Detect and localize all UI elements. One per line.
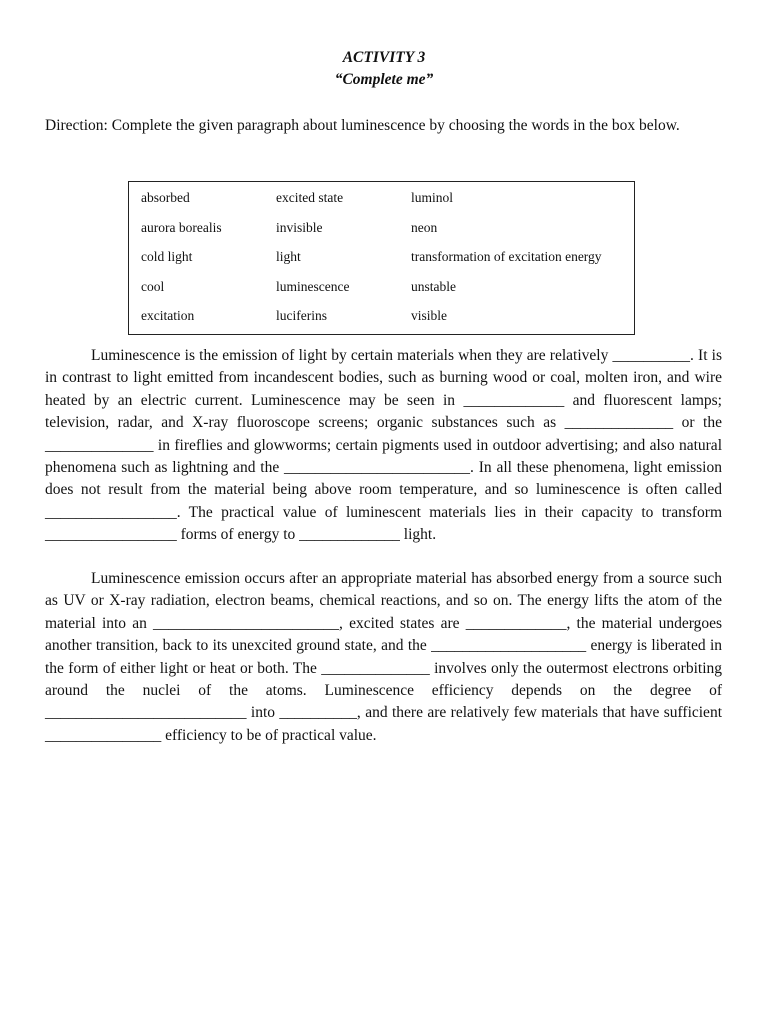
- word-bank-item: light: [276, 249, 301, 265]
- word-bank-item: excited state: [276, 190, 344, 205]
- word-bank-item: invisible: [276, 219, 323, 235]
- word-bank-item: neon: [411, 219, 438, 235]
- word-bank-item: aurora borealis: [141, 219, 222, 235]
- word-bank-item: cool: [141, 278, 165, 294]
- word-bank-item: luminol: [411, 190, 454, 205]
- word-bank-item: luminescence: [276, 278, 350, 294]
- word-bank-grid: [141, 189, 641, 337]
- word-bank-item: cold light: [141, 249, 193, 265]
- word-bank-item: luciferins: [276, 308, 327, 324]
- word-bank-item: excitation: [141, 308, 195, 324]
- word-bank-item: visible: [411, 308, 447, 324]
- activity-subtitle: “Complete me”: [334, 71, 434, 88]
- direction-text: Direction: Complete the given paragraph about luminescence by choosing the words in the box below.: [45, 117, 680, 134]
- word-bank-item: transformation of excitation energy: [411, 249, 602, 265]
- word-bank-item: absorbed: [141, 190, 190, 205]
- activity-title: ACTIVITY 3: [342, 49, 426, 66]
- paragraph-luminescence-intro: Luminescence is the emission of light by certain materials when they are relatively __________. It is in contrast to light emitted from incandescent bodies, such as burning wood or coal, molten iron, and wire heated by an electric current. Luminescence may be seen in _____________ and fluorescent lamps; television, radar, and X-ray fluoroscope screens; organic substances such as ______________ or the ______________ in fireflies and glowworms; certain pigments used in outdoor advertising; and also natural phenomena such as lightning and the ________________________. In all these phenomena, light emission does not result from the material being above room temperature, and so luminescence is often called _________________. The practical value of luminescent materials lies in their capacity to transform _________________ forms of energy to _____________ light.: [45, 347, 722, 544]
- paragraph-luminescence-emission: Luminescence emission occurs after an appropriate material has absorbed energy from a source such as UV or X-ray radiation, electron beams, chemical reactions, and so on. The energy lifts the atom of the material into an ________________________, excited states are _____________, the material undergoes another transition, back to its unexcited ground state, and the ____________________ energy is liberated in the form of either light or heat or both. The ______________ involves only the outermost electrons orbiting around the nuclei of the atoms. Luminescence efficiency depends on the degree of __________________________ into __________, and there are relatively few materials that have sufficient _______________ efficiency to be of practical value.: [45, 570, 722, 744]
- word-bank-box: [128, 181, 635, 335]
- word-bank-item: unstable: [411, 278, 456, 294]
